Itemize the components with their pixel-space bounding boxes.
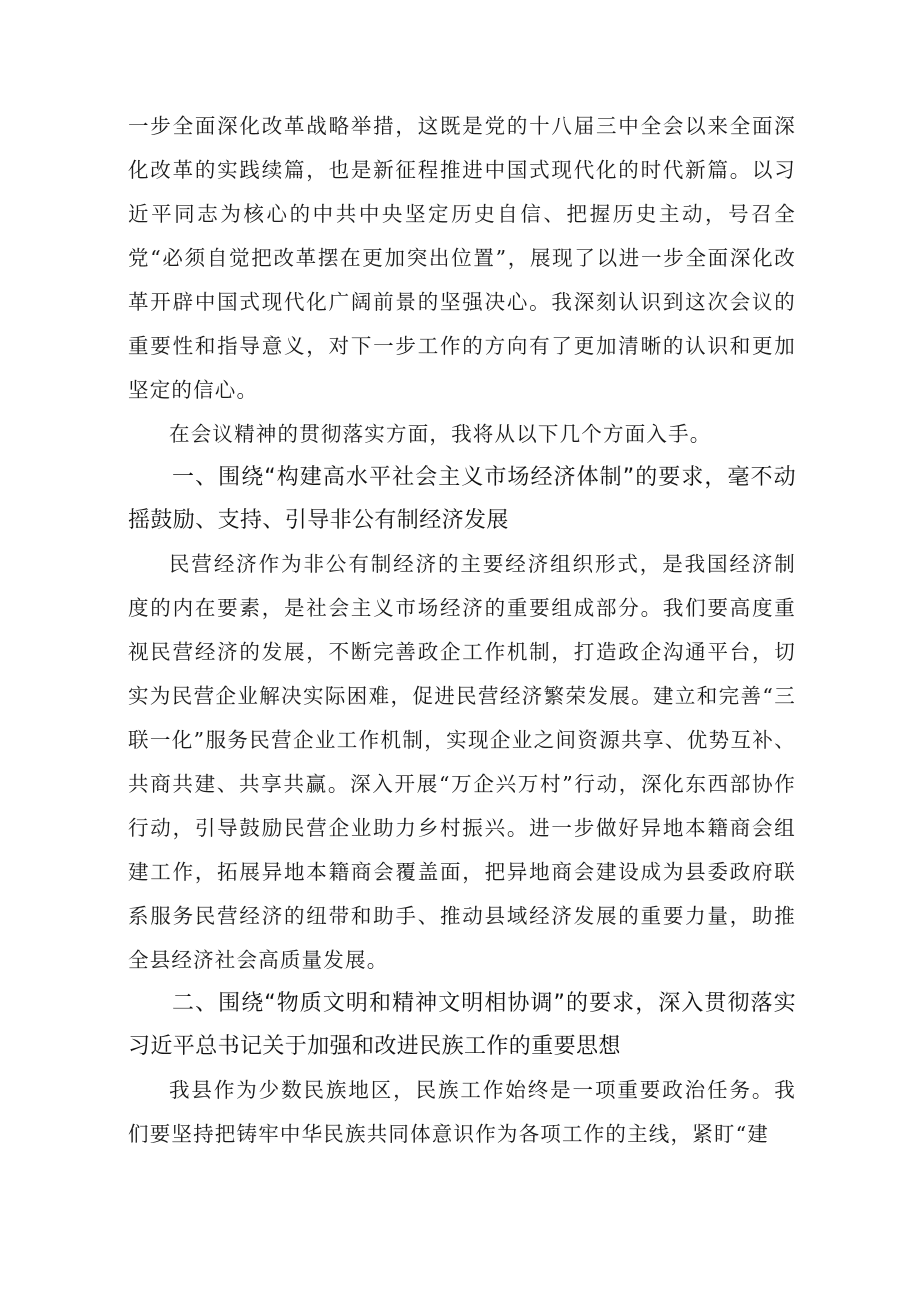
body-paragraph-4: 我县作为少数民族地区，民族工作始终是一项重要政治任务。我们要坚持把铸牢中华民族共同体意识作为各项工作的主线，紧盯“建 [128, 1078, 796, 1146]
body-paragraph-3: 民营经济作为非公有制经济的主要经济组织形式，是我国经济制度的内在要素，是社会主义市场经济的重要组成部分。我们要高度重视民营经济的发展，不断完善政企工作机制，打造政企沟通平台，切实为民营企业解决实际困难，促进民营经济繁荣发展。建立和完善“三联一化”服务民营企业工作机制，实现企业之间资源共享、优势互补、共商共建、共享共赢。深入开展“万企兴万村”行动，深化东西部协作行动，引导鼓励民营企业助力乡村振兴。进一步做好异地本籍商会组建工作，拓展异地本籍商会覆盖面，把异地商会建设成为县委政府联系服务民营经济的纽带和助手、推动县域经济发展的重要力量，助推全县经济社会高质量发展。 [128, 552, 796, 972]
section-heading-2: 二、围绕“物质文明和精神文明相协调”的要求，深入贯彻落实习近平总书记关于加强和改进民族工作的重要思想 [128, 991, 796, 1059]
body-paragraph-1: 一步全面深化改革战略举措，这既是党的十八届三中全会以来全面深化改革的实践续篇，也是新征程推进中国式现代化的时代新篇。以习近平同志为核心的中共中央坚定历史自信、把握历史主动，号召全党“必须自觉把改革摆在更加突出位置”，展现了以进一步全面深化改革开辟中国式现代化广阔前景的坚强决心。我深刻认识到这次会议的重要性和指导意义，对下一步工作的方向有了更加清晰的认识和更加坚定的信心。 [128, 114, 796, 402]
document-body [128, 104, 796, 1156]
body-paragraph-2: 在会议精神的贯彻落实方面，我将从以下几个方面入手。 [169, 422, 712, 446]
section-heading-1: 一、围绕“构建高水平社会主义市场经济体制”的要求，毫不动摇鼓励、支持、引导非公有制经济发展 [128, 465, 796, 533]
